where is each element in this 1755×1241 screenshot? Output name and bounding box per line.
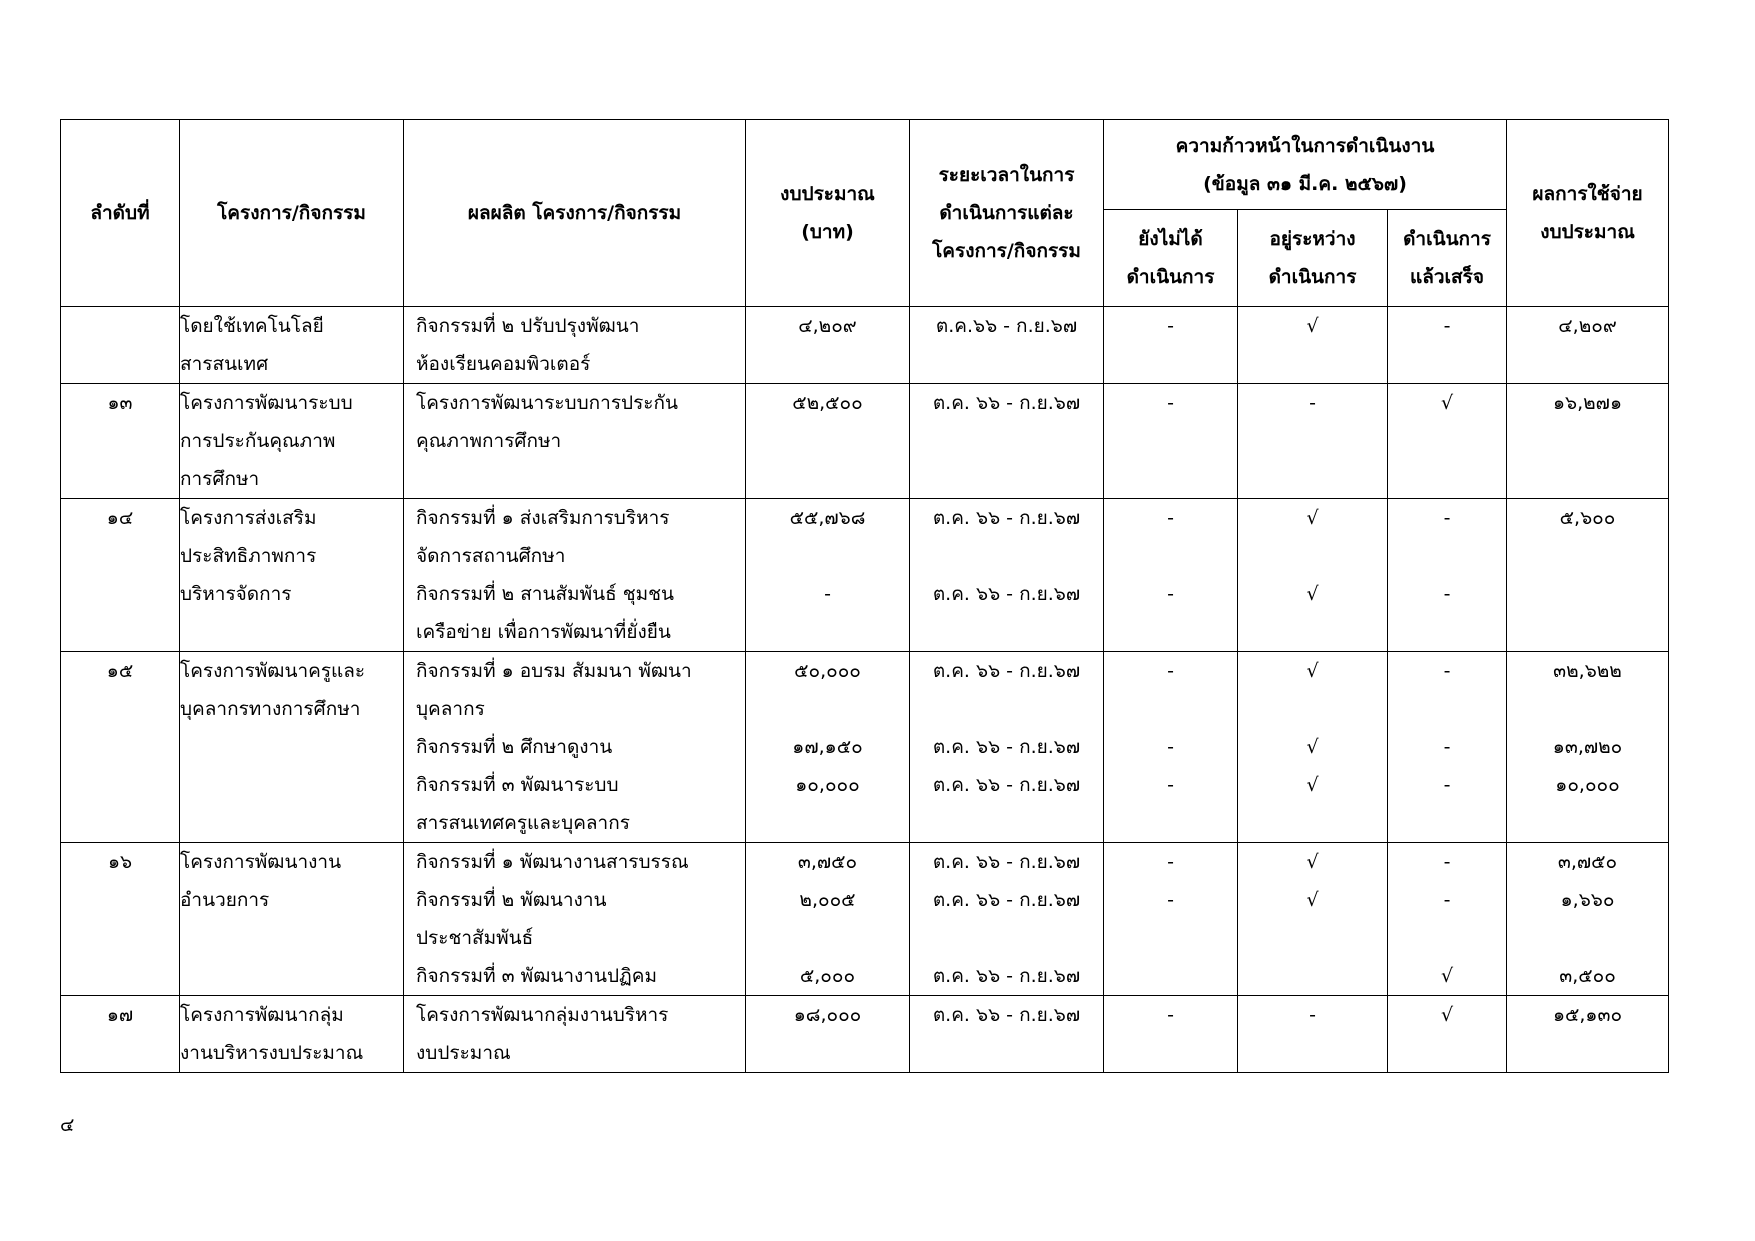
budget-cell-line: ๑๗,๑๕๐ [792, 736, 863, 758]
not-started-cell-line: - [1167, 889, 1174, 911]
done-cell-line: - [1443, 889, 1451, 911]
spent-cell-line: ๓,๗๕๐ [1557, 851, 1618, 873]
in-progress-cell [1238, 384, 1388, 499]
project-cell [180, 499, 404, 652]
budget-cell-line [746, 804, 909, 842]
not-started-cell-line [1104, 422, 1237, 460]
spent-cell-line [1507, 537, 1668, 575]
in-progress-cell-line [1238, 422, 1387, 460]
period-cell-line: ต.ค. ๖๖ - ก.ย.๖๗ [932, 889, 1081, 911]
not-started-cell-line [1104, 690, 1237, 728]
project-line: โครงการพัฒนาระบบ [180, 392, 353, 414]
project-cell [180, 996, 404, 1073]
seq-cell: ๑๖ [61, 843, 180, 996]
not-started-cell [1104, 499, 1238, 652]
in-progress-cell-line: √ [1306, 889, 1319, 911]
table-row [61, 384, 1669, 499]
spent-cell [1507, 499, 1669, 652]
period-cell-line: ต.ค. ๖๖ - ก.ย.๖๗ [932, 507, 1081, 529]
period-cell [910, 499, 1104, 652]
spent-cell-line [1507, 422, 1668, 460]
in-progress-cell-line: √ [1306, 315, 1319, 337]
done-cell-line [1388, 804, 1506, 842]
project-line: สารสนเทศ [180, 353, 269, 375]
table-row [61, 843, 1669, 996]
header-project: โครงการ/กิจกรรม [180, 120, 404, 307]
in-progress-cell-line [1238, 919, 1387, 957]
not-started-cell-line [1104, 919, 1237, 957]
not-started-cell-line [1104, 957, 1237, 995]
seq-cell: ๑๗ [61, 996, 180, 1073]
done-cell [1388, 996, 1507, 1073]
output-cell-line: คุณภาพการศึกษา [416, 430, 562, 452]
not-started-cell-line [1104, 345, 1237, 383]
done-cell-line: √ [1440, 1004, 1454, 1026]
in-progress-cell-line [1238, 1034, 1387, 1072]
spent-cell-line [1507, 345, 1668, 383]
output-cell-line: กิจกรรมที่ ๑ ส่งเสริมการบริหาร [416, 507, 670, 529]
output-cell-line [404, 460, 745, 498]
spent-cell [1507, 843, 1669, 996]
project-line: อำนวยการ [180, 889, 270, 911]
period-cell-line [910, 690, 1103, 728]
budget-cell-line [746, 345, 909, 383]
header-spent: ผลการใช้จ่าย งบประมาณ [1507, 120, 1669, 307]
header-progress: ความก้าวหน้าในการดำเนินงาน (ข้อมูล ๓๑ มี.ค. ๒๕๖๗) [1104, 120, 1507, 210]
table-row [61, 996, 1669, 1073]
output-cell-line: โครงการพัฒนาระบบการประกัน [416, 392, 678, 414]
spent-cell-line [1507, 575, 1668, 613]
in-progress-cell-line: √ [1306, 774, 1319, 796]
budget-cell-line: ๑๐,๐๐๐ [795, 774, 860, 796]
budget-cell-line: ๔,๒๐๙ [798, 315, 857, 337]
project-line: ประสิทธิภาพการ [180, 545, 317, 567]
period-cell-line [910, 537, 1103, 575]
not-started-cell-line: - [1167, 851, 1174, 873]
spent-cell-line [1507, 460, 1668, 498]
done-cell-line [1388, 1034, 1506, 1072]
done-cell [1388, 652, 1507, 843]
done-cell-line: √ [1440, 392, 1454, 414]
spent-cell-line [1507, 613, 1668, 651]
budget-cell-line: ๓,๗๕๐ [797, 851, 858, 873]
spent-cell [1507, 307, 1669, 384]
period-cell-line: ต.ค. ๖๖ - ก.ย.๖๗ [932, 1004, 1081, 1026]
output-cell-line: จัดการสถานศึกษา [416, 545, 566, 567]
done-cell-line [1388, 345, 1506, 383]
budget-cell [746, 307, 910, 384]
period-cell [910, 307, 1104, 384]
budget-cell [746, 652, 910, 843]
done-cell-line [1388, 422, 1506, 460]
not-started-cell-line: - [1167, 392, 1174, 414]
in-progress-cell-line: √ [1306, 583, 1319, 605]
table-row [61, 652, 1669, 843]
table-row [61, 307, 1669, 384]
in-progress-cell [1238, 652, 1388, 843]
project-cell [180, 384, 404, 499]
output-cell-line: เครือข่าย เพื่อการพัฒนาที่ยั่งยืน [416, 621, 671, 643]
period-cell-line: ต.ค. ๖๖ - ก.ย.๖๗ [932, 736, 1081, 758]
page-number: ๔ [60, 1114, 75, 1136]
done-cell-line [1388, 919, 1506, 957]
output-cell-line: กิจกรรมที่ ๓ พัฒนาระบบ [416, 774, 619, 796]
not-started-cell-line [1104, 1034, 1237, 1072]
not-started-cell-line: - [1167, 660, 1174, 682]
period-cell-line [910, 1034, 1103, 1072]
in-progress-cell-line [1238, 613, 1387, 651]
header-done: ดำเนินการ แล้วเสร็จ [1388, 210, 1507, 307]
output-cell-line: กิจกรรมที่ ๒ สานสัมพันธ์ ชุมชน [416, 583, 675, 605]
seq-cell [61, 307, 180, 384]
period-cell-line [910, 613, 1103, 651]
header-period: ระยะเวลาในการ ดำเนินการแต่ละ โครงการ/กิจกรรม [910, 120, 1104, 307]
in-progress-cell-line: - [1309, 1004, 1316, 1026]
spent-cell-line: ๕,๖๐๐ [1559, 507, 1616, 529]
done-cell-line [1388, 537, 1506, 575]
done-cell-line: √ [1440, 965, 1454, 987]
seq-cell: ๑๔ [61, 499, 180, 652]
spent-cell-line [1507, 919, 1668, 957]
not-started-cell-line: - [1167, 1004, 1174, 1026]
budget-cell-line: - [824, 583, 831, 605]
spent-cell-line [1507, 690, 1668, 728]
done-cell-line: - [1443, 736, 1451, 758]
period-cell-line [910, 919, 1103, 957]
in-progress-cell [1238, 843, 1388, 996]
budget-cell-line: ๕,๐๐๐ [799, 965, 856, 987]
period-cell-line: ต.ค. ๖๖ - ก.ย.๖๗ [932, 965, 1081, 987]
output-cell-line: กิจกรรมที่ ๒ พัฒนางาน [416, 889, 607, 911]
in-progress-cell [1238, 996, 1388, 1073]
not-started-cell-line [1104, 613, 1237, 651]
in-progress-cell [1238, 307, 1388, 384]
budget-cell-line: ๕๕,๗๖๘ [789, 507, 866, 529]
done-cell-line: - [1443, 583, 1451, 605]
project-line: โครงการส่งเสริม [180, 507, 317, 529]
output-cell-line: กิจกรรมที่ ๓ พัฒนางานปฏิคม [416, 965, 657, 987]
budget-cell-line [746, 460, 909, 498]
spent-cell-line: ๔,๒๐๙ [1558, 315, 1617, 337]
budget-cell-line: ๕๒,๕๐๐ [792, 392, 863, 414]
output-cell-line: งบประมาณ [416, 1042, 511, 1064]
done-cell-line [1388, 690, 1506, 728]
spent-cell-line: ๓๒,๖๒๒ [1553, 660, 1622, 682]
budget-cell-line: ๒,๐๐๕ [799, 889, 856, 911]
output-cell-line: ห้องเรียนคอมพิวเตอร์ [416, 353, 591, 375]
spent-cell-line: ๑๓,๗๒๐ [1552, 736, 1623, 758]
period-cell-line [910, 422, 1103, 460]
output-cell-line: กิจกรรมที่ ๑ อบรม สัมมนา พัฒนา [416, 660, 692, 682]
spent-cell [1507, 384, 1669, 499]
not-started-cell-line: - [1167, 774, 1174, 796]
output-cell-line: บุคลากร [416, 698, 485, 720]
budget-cell-line [746, 1034, 909, 1072]
not-started-cell-line [1104, 460, 1237, 498]
output-cell [404, 996, 746, 1073]
spent-cell-line: ๑,๖๖๐ [1560, 889, 1615, 911]
project-line: การศึกษา [180, 468, 260, 490]
in-progress-cell-line: - [1309, 392, 1316, 414]
done-cell-line: - [1443, 315, 1451, 337]
not-started-cell-line [1104, 804, 1237, 842]
table-row [61, 499, 1669, 652]
period-cell-line: ต.ค. ๖๖ - ก.ย.๖๗ [932, 583, 1081, 605]
not-started-cell-line [1104, 537, 1237, 575]
progress-report-table [60, 119, 1669, 1073]
spent-cell-line: ๑๖,๒๗๑ [1552, 392, 1623, 414]
project-cell [180, 307, 404, 384]
seq-cell: ๑๓ [61, 384, 180, 499]
project-cell [180, 652, 404, 843]
output-cell [404, 384, 746, 499]
output-cell-line: กิจกรรมที่ ๑ พัฒนางานสารบรรณ [416, 851, 689, 873]
output-cell [404, 652, 746, 843]
period-cell-line: ต.ค. ๖๖ - ก.ย.๖๗ [932, 392, 1081, 414]
period-cell-line [910, 460, 1103, 498]
in-progress-cell-line [1238, 957, 1387, 995]
output-cell [404, 843, 746, 996]
period-cell [910, 384, 1104, 499]
done-cell-line [1388, 613, 1506, 651]
done-cell [1388, 307, 1507, 384]
project-line: บุคลากรทางการศึกษา [180, 698, 361, 720]
project-line: โดยใช้เทคโนโลยี [180, 315, 324, 337]
budget-cell [746, 996, 910, 1073]
spent-cell-line [1507, 804, 1668, 842]
not-started-cell-line: - [1167, 736, 1174, 758]
not-started-cell [1104, 843, 1238, 996]
in-progress-cell-line: √ [1306, 507, 1319, 529]
period-cell-line: ต.ค.๖๖ - ก.ย.๖๗ [935, 315, 1078, 337]
in-progress-cell-line: √ [1306, 660, 1319, 682]
budget-cell-line [746, 690, 909, 728]
header-seq: ลำดับที่ [61, 120, 180, 307]
done-cell-line [1388, 460, 1506, 498]
not-started-cell [1104, 384, 1238, 499]
period-cell-line: ต.ค. ๖๖ - ก.ย.๖๗ [932, 774, 1081, 796]
project-line: การประกันคุณภาพ [180, 430, 336, 452]
in-progress-cell-line [1238, 690, 1387, 728]
output-cell-line: ประชาสัมพันธ์ [416, 927, 534, 949]
spent-cell-line: ๓,๕๐๐ [1559, 965, 1616, 987]
table-body [61, 307, 1669, 1073]
header-budget: งบประมาณ (บาท) [746, 120, 910, 307]
budget-cell-line [746, 919, 909, 957]
spent-cell-line: ๑๕,๑๓๐ [1552, 1004, 1623, 1026]
budget-cell-line [746, 537, 909, 575]
in-progress-cell [1238, 499, 1388, 652]
budget-cell-line: ๑๘,๐๐๐ [793, 1004, 862, 1026]
header-in-progress: อยู่ระหว่าง ดำเนินการ [1238, 210, 1388, 307]
output-cell-line: สารสนเทศครูและบุคลากร [416, 812, 630, 834]
period-cell-line [910, 804, 1103, 842]
done-cell-line: - [1443, 774, 1451, 796]
period-cell-line [910, 345, 1103, 383]
budget-cell [746, 499, 910, 652]
not-started-cell-line: - [1167, 315, 1174, 337]
project-line: บริหารจัดการ [180, 583, 292, 605]
period-cell [910, 652, 1104, 843]
project-line: โครงการพัฒนากลุ่ม [180, 1004, 344, 1026]
budget-cell-line [746, 613, 909, 651]
output-cell-line: กิจกรรมที่ ๒ ปรับปรุงพัฒนา [416, 315, 640, 337]
budget-cell-line: ๕๐,๐๐๐ [794, 660, 861, 682]
not-started-cell-line: - [1167, 507, 1174, 529]
not-started-cell-line: - [1167, 583, 1174, 605]
budget-cell [746, 384, 910, 499]
not-started-cell [1104, 652, 1238, 843]
project-line: งานบริหารงบประมาณ [180, 1042, 364, 1064]
period-cell [910, 843, 1104, 996]
spent-cell [1507, 996, 1669, 1073]
spent-cell-line: ๑๐,๐๐๐ [1555, 774, 1620, 796]
project-line: โครงการพัฒนาครูและ [180, 660, 366, 682]
budget-cell [746, 843, 910, 996]
in-progress-cell-line [1238, 460, 1387, 498]
done-cell [1388, 384, 1507, 499]
seq-cell: ๑๕ [61, 652, 180, 843]
done-cell-line: - [1443, 660, 1451, 682]
in-progress-cell-line [1238, 804, 1387, 842]
project-line: โครงการพัฒนางาน [180, 851, 342, 873]
period-cell-line: ต.ค. ๖๖ - ก.ย.๖๗ [932, 660, 1081, 682]
budget-cell-line [746, 422, 909, 460]
done-cell [1388, 843, 1507, 996]
spent-cell [1507, 652, 1669, 843]
spent-cell-line [1507, 1034, 1668, 1072]
header-not-started: ยังไม่ได้ ดำเนินการ [1104, 210, 1238, 307]
output-cell [404, 499, 746, 652]
done-cell-line: - [1443, 507, 1451, 529]
output-cell [404, 307, 746, 384]
period-cell-line: ต.ค. ๖๖ - ก.ย.๖๗ [932, 851, 1081, 873]
in-progress-cell-line: √ [1306, 736, 1319, 758]
not-started-cell [1104, 307, 1238, 384]
in-progress-cell-line [1238, 345, 1387, 383]
in-progress-cell-line: √ [1306, 851, 1319, 873]
not-started-cell [1104, 996, 1238, 1073]
project-cell [180, 843, 404, 996]
done-cell-line: - [1443, 851, 1451, 873]
output-cell-line: โครงการพัฒนากลุ่มงานบริหาร [416, 1004, 669, 1026]
period-cell [910, 996, 1104, 1073]
output-cell-line: กิจกรรมที่ ๒ ศึกษาดูงาน [416, 736, 613, 758]
header-output: ผลผลิต โครงการ/กิจกรรม [404, 120, 746, 307]
done-cell [1388, 499, 1507, 652]
in-progress-cell-line [1238, 537, 1387, 575]
